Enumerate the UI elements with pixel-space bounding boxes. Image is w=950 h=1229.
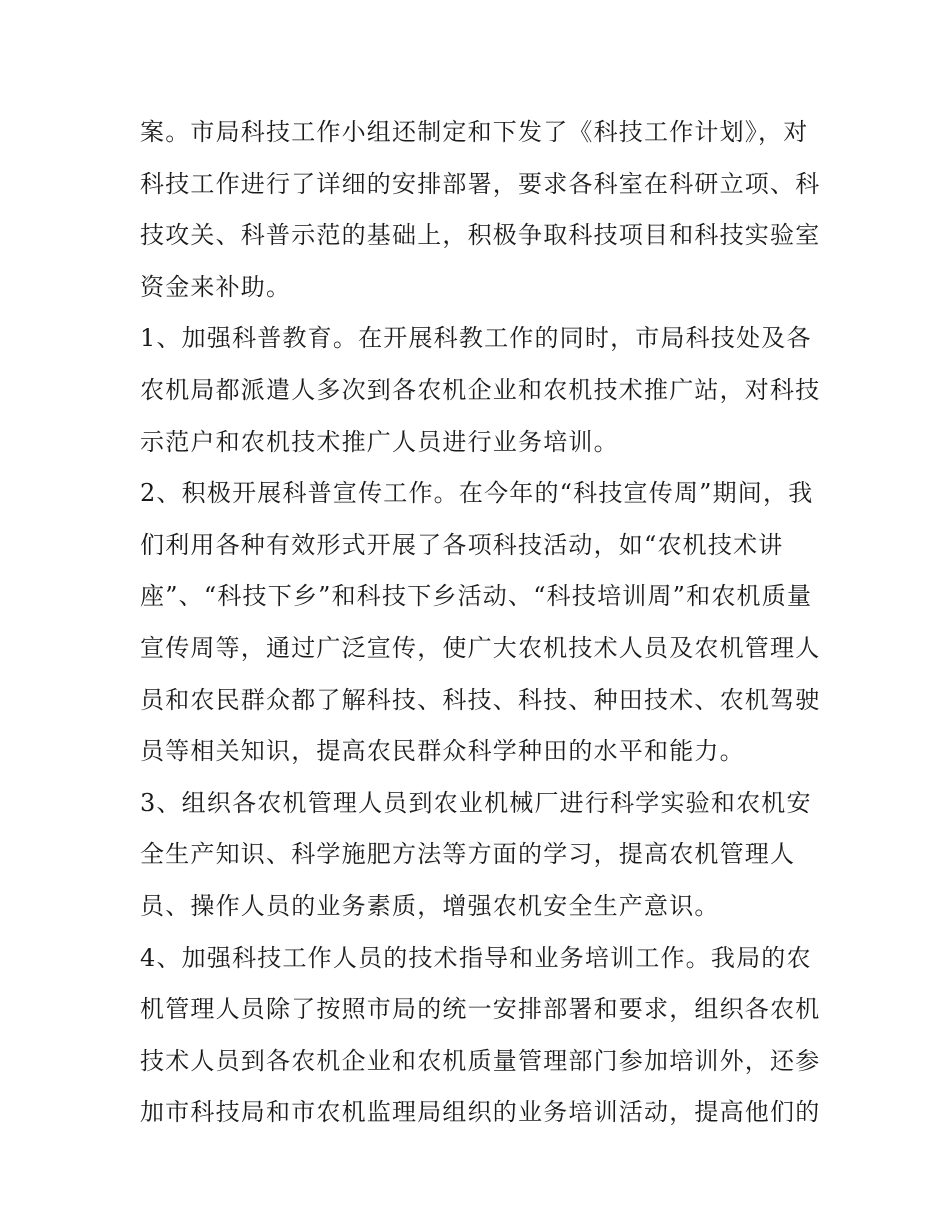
text-line: 技攻关、科普示范的基础上，积极争取科技项目和科技实验室 [140,221,821,250]
text-line: 农机局都派遣人多次到各农机企业和农机技术推广站，对科技 [140,375,821,404]
text-line: 技术人员到各农机企业和农机质量管理部门参加培训外，还参 [140,1046,821,1075]
text-line: 3、组织各农机管理人员到农业机械厂进行科学实验和农机安 [140,788,812,817]
text-line: 1、加强科普教育。在开展科教工作的同时，市局科技处及各 [140,324,812,353]
text-line: 案。市局科技工作小组还制定和下发了《科技工作计划》，对 [140,118,809,146]
text-line: 全生产知识、科学施肥方法等方面的学习，提高农机管理人 [140,840,796,869]
text-line: 们利用各种有效形式开展了各项科技活动，如“农机技术讲 [140,530,784,559]
text-line: 科技工作进行了详细的安排部署，要求各科室在科研立项、科 [140,169,821,198]
text-line: 员、操作人员的业务素质，增强农机安全生产意识。 [140,891,720,920]
text-line: 员等相关知识，提高农民群众科学种田的水平和能力。 [140,737,745,766]
text-line: 加市科技局和市农机监理局组织的业务培训活动，提高他们的 [140,1098,821,1127]
text-line: 资金来补助。 [140,272,292,301]
text-line: 宣传周等，通过广泛宣传，使广大农机技术人员及农机管理人 [140,633,821,662]
text-line: 机管理人员除了按照市局的统一安排部署和要求，组织各农机 [140,995,821,1024]
text-line: 2、积极开展科普宣传工作。在今年的“科技宣传周”期间，我 [140,479,814,508]
text-line: 座”、“科技下乡”和科技下乡活动、“科技培训周”和农机质量 [140,582,813,611]
text-line: 示范户和农机技术推广人员进行业务培训。 [140,427,619,456]
text-line: 员和农民群众都了解科技、科技、科技、种田技术、农机驾驶 [140,685,821,714]
text-line: 4、加强科技工作人员的技术指导和业务培训工作。我局的农 [140,943,812,972]
body-text [140,107,820,1139]
